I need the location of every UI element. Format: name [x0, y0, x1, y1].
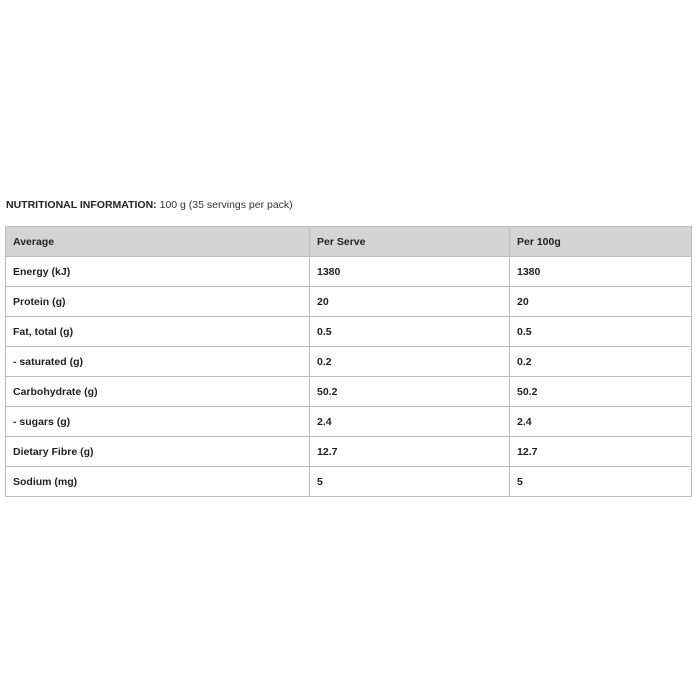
header-average: Average [6, 227, 310, 257]
table-row [6, 347, 692, 377]
per-serve-value: 2.4 [310, 407, 510, 437]
table-row [6, 377, 692, 407]
per-serve-value: 50.2 [310, 377, 510, 407]
per-100g-value: 2.4 [510, 407, 692, 437]
nutrient-name: - sugars (g) [6, 407, 310, 437]
nutrient-name: Dietary Fibre (g) [6, 437, 310, 467]
table-row [6, 257, 692, 287]
per-100g-value: 50.2 [510, 377, 692, 407]
per-serve-value: 0.5 [310, 317, 510, 347]
nutritional-information-label: NUTRITIONAL INFORMATION: [6, 199, 157, 211]
table-row [6, 407, 692, 437]
per-serve-value: 20 [310, 287, 510, 317]
per-serve-value: 0.2 [310, 347, 510, 377]
table-row [6, 437, 692, 467]
nutritional-information-line [6, 199, 293, 211]
header-per-serve: Per Serve [310, 227, 510, 257]
nutrient-name: Carbohydrate (g) [6, 377, 310, 407]
per-100g-value: 0.5 [510, 317, 692, 347]
per-serve-value: 5 [310, 467, 510, 497]
nutrient-name: Fat, total (g) [6, 317, 310, 347]
per-100g-value: 5 [510, 467, 692, 497]
nutrient-name: Energy (kJ) [6, 257, 310, 287]
per-100g-value: 12.7 [510, 437, 692, 467]
per-serve-value: 1380 [310, 257, 510, 287]
per-100g-value: 20 [510, 287, 692, 317]
nutrition-table [5, 226, 692, 497]
per-serve-value: 12.7 [310, 437, 510, 467]
table-row [6, 287, 692, 317]
header-per-100g: Per 100g [510, 227, 692, 257]
nutrient-name: Protein (g) [6, 287, 310, 317]
table-row [6, 317, 692, 347]
per-100g-value: 1380 [510, 257, 692, 287]
nutrient-name: Sodium (mg) [6, 467, 310, 497]
nutrient-name: - saturated (g) [6, 347, 310, 377]
per-100g-value: 0.2 [510, 347, 692, 377]
table-header-row [6, 227, 692, 257]
table-row [6, 467, 692, 497]
serving-size-text: 100 g (35 servings per pack) [159, 199, 293, 211]
